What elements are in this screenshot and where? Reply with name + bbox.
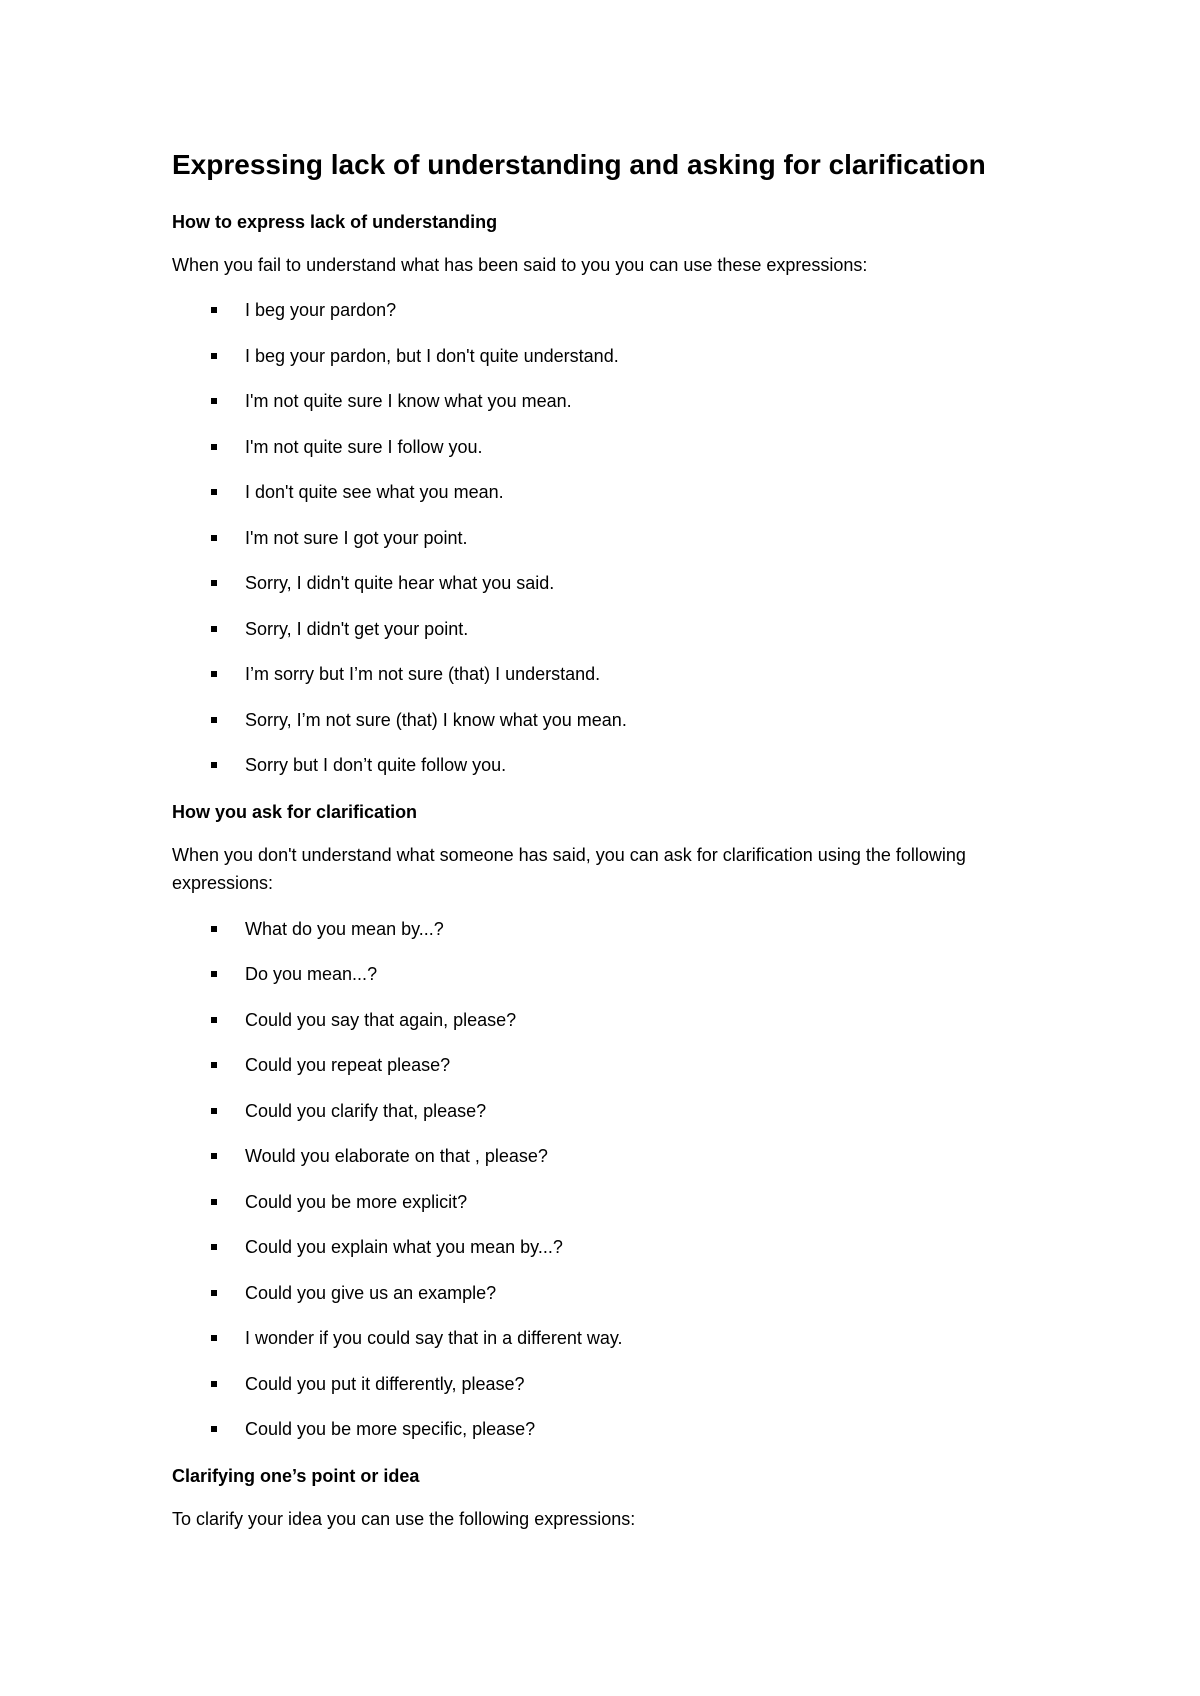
list-item-text: Could you explain what you mean by...?	[245, 1237, 563, 1257]
list-item	[172, 912, 1032, 958]
list-item	[172, 339, 1032, 385]
square-bullet-icon	[211, 1335, 217, 1341]
square-bullet-icon	[211, 926, 217, 932]
square-bullet-icon	[211, 1108, 217, 1114]
list-item	[172, 430, 1032, 476]
document-title: Expressing lack of understanding and asking for clarification	[172, 149, 986, 180]
list-item	[172, 1139, 1032, 1185]
list-item	[172, 1412, 1032, 1458]
square-bullet-icon	[211, 1426, 217, 1432]
list-item-text: Could you repeat please?	[245, 1055, 451, 1075]
square-bullet-icon	[211, 535, 217, 541]
section-intro: To clarify your idea you can use the following expressions:	[172, 1508, 636, 1529]
list-item-text: Could you clarify that, please?	[245, 1100, 487, 1121]
square-bullet-icon	[211, 717, 217, 723]
list-item	[172, 957, 1032, 1003]
list-item	[172, 1321, 1032, 1367]
square-bullet-icon	[211, 1153, 217, 1159]
list-item-text: I wonder if you could say that in a different way.	[245, 1328, 623, 1348]
square-bullet-icon	[211, 489, 217, 495]
expression-list	[172, 293, 1032, 794]
list-item	[172, 1048, 1032, 1094]
list-item-text: I beg your pardon, but I don't quite understand.	[245, 345, 619, 366]
list-item-text: Could you say that again, please?	[245, 1009, 517, 1030]
square-bullet-icon	[211, 398, 217, 404]
list-item-text: Sorry, I’m not sure (that) I know what you mean.	[245, 709, 627, 730]
spacer	[172, 188, 1032, 204]
list-item-text: Could you put it differently, please?	[245, 1373, 525, 1394]
list-item	[172, 475, 1032, 521]
list-item	[172, 703, 1032, 749]
square-bullet-icon	[211, 1062, 217, 1068]
list-item	[172, 1094, 1032, 1140]
square-bullet-icon	[211, 444, 217, 450]
list-item-text: I don't quite see what you mean.	[245, 482, 504, 502]
list-item-text: What do you mean by...?	[245, 918, 444, 939]
list-item	[172, 566, 1032, 612]
list-item-text: I’m sorry but I’m not sure (that) I understand.	[245, 664, 601, 684]
list-item-text: I'm not sure I got your point.	[245, 527, 468, 548]
list-item	[172, 612, 1032, 658]
document-body	[172, 142, 1032, 1547]
square-bullet-icon	[211, 580, 217, 586]
square-bullet-icon	[211, 626, 217, 632]
list-item-text: Do you mean...?	[245, 964, 378, 984]
list-item-text: I beg your pardon?	[245, 300, 397, 320]
list-item-text: I'm not quite sure I know what you mean.	[245, 391, 572, 411]
square-bullet-icon	[211, 671, 217, 677]
square-bullet-icon	[211, 307, 217, 313]
section-heading: How you ask for clarification	[172, 801, 418, 822]
section-heading: Clarifying one’s point or idea	[172, 1465, 420, 1486]
square-bullet-icon	[211, 762, 217, 768]
list-item	[172, 293, 1032, 339]
list-item	[172, 748, 1032, 794]
square-bullet-icon	[211, 971, 217, 977]
list-item-text: Sorry, I didn't quite hear what you said.	[245, 573, 555, 593]
list-item-text: Sorry but I don’t quite follow you.	[245, 755, 507, 775]
list-item-text: Could you be more explicit?	[245, 1191, 468, 1212]
list-item-text: Could you give us an example?	[245, 1282, 497, 1303]
list-item-text: I'm not quite sure I follow you.	[245, 436, 483, 457]
expression-list	[172, 912, 1032, 1458]
square-bullet-icon	[211, 353, 217, 359]
square-bullet-icon	[211, 1017, 217, 1023]
list-item	[172, 1367, 1032, 1413]
list-item	[172, 1003, 1032, 1049]
list-item	[172, 1185, 1032, 1231]
list-item	[172, 1230, 1032, 1276]
section-lack-of-understanding	[172, 204, 1032, 794]
list-item	[172, 1276, 1032, 1322]
section-intro: When you fail to understand what has been said to you you can use these expressions:	[172, 255, 868, 275]
section-ask-for-clarification	[172, 794, 1032, 1458]
list-item-text: Sorry, I didn't get your point.	[245, 618, 469, 639]
square-bullet-icon	[211, 1244, 217, 1250]
section-intro: When you don't understand what someone has said, you can ask for clarification using the following expressions:	[172, 844, 966, 893]
list-item	[172, 657, 1032, 703]
list-item-text: Would you elaborate on that , please?	[245, 1146, 548, 1166]
square-bullet-icon	[211, 1290, 217, 1296]
square-bullet-icon	[211, 1381, 217, 1387]
section-clarifying-point	[172, 1458, 1032, 1547]
list-item	[172, 384, 1032, 430]
square-bullet-icon	[211, 1199, 217, 1205]
list-item-text: Could you be more specific, please?	[245, 1419, 536, 1439]
list-item	[172, 521, 1032, 567]
section-heading: How to express lack of understanding	[172, 212, 498, 232]
